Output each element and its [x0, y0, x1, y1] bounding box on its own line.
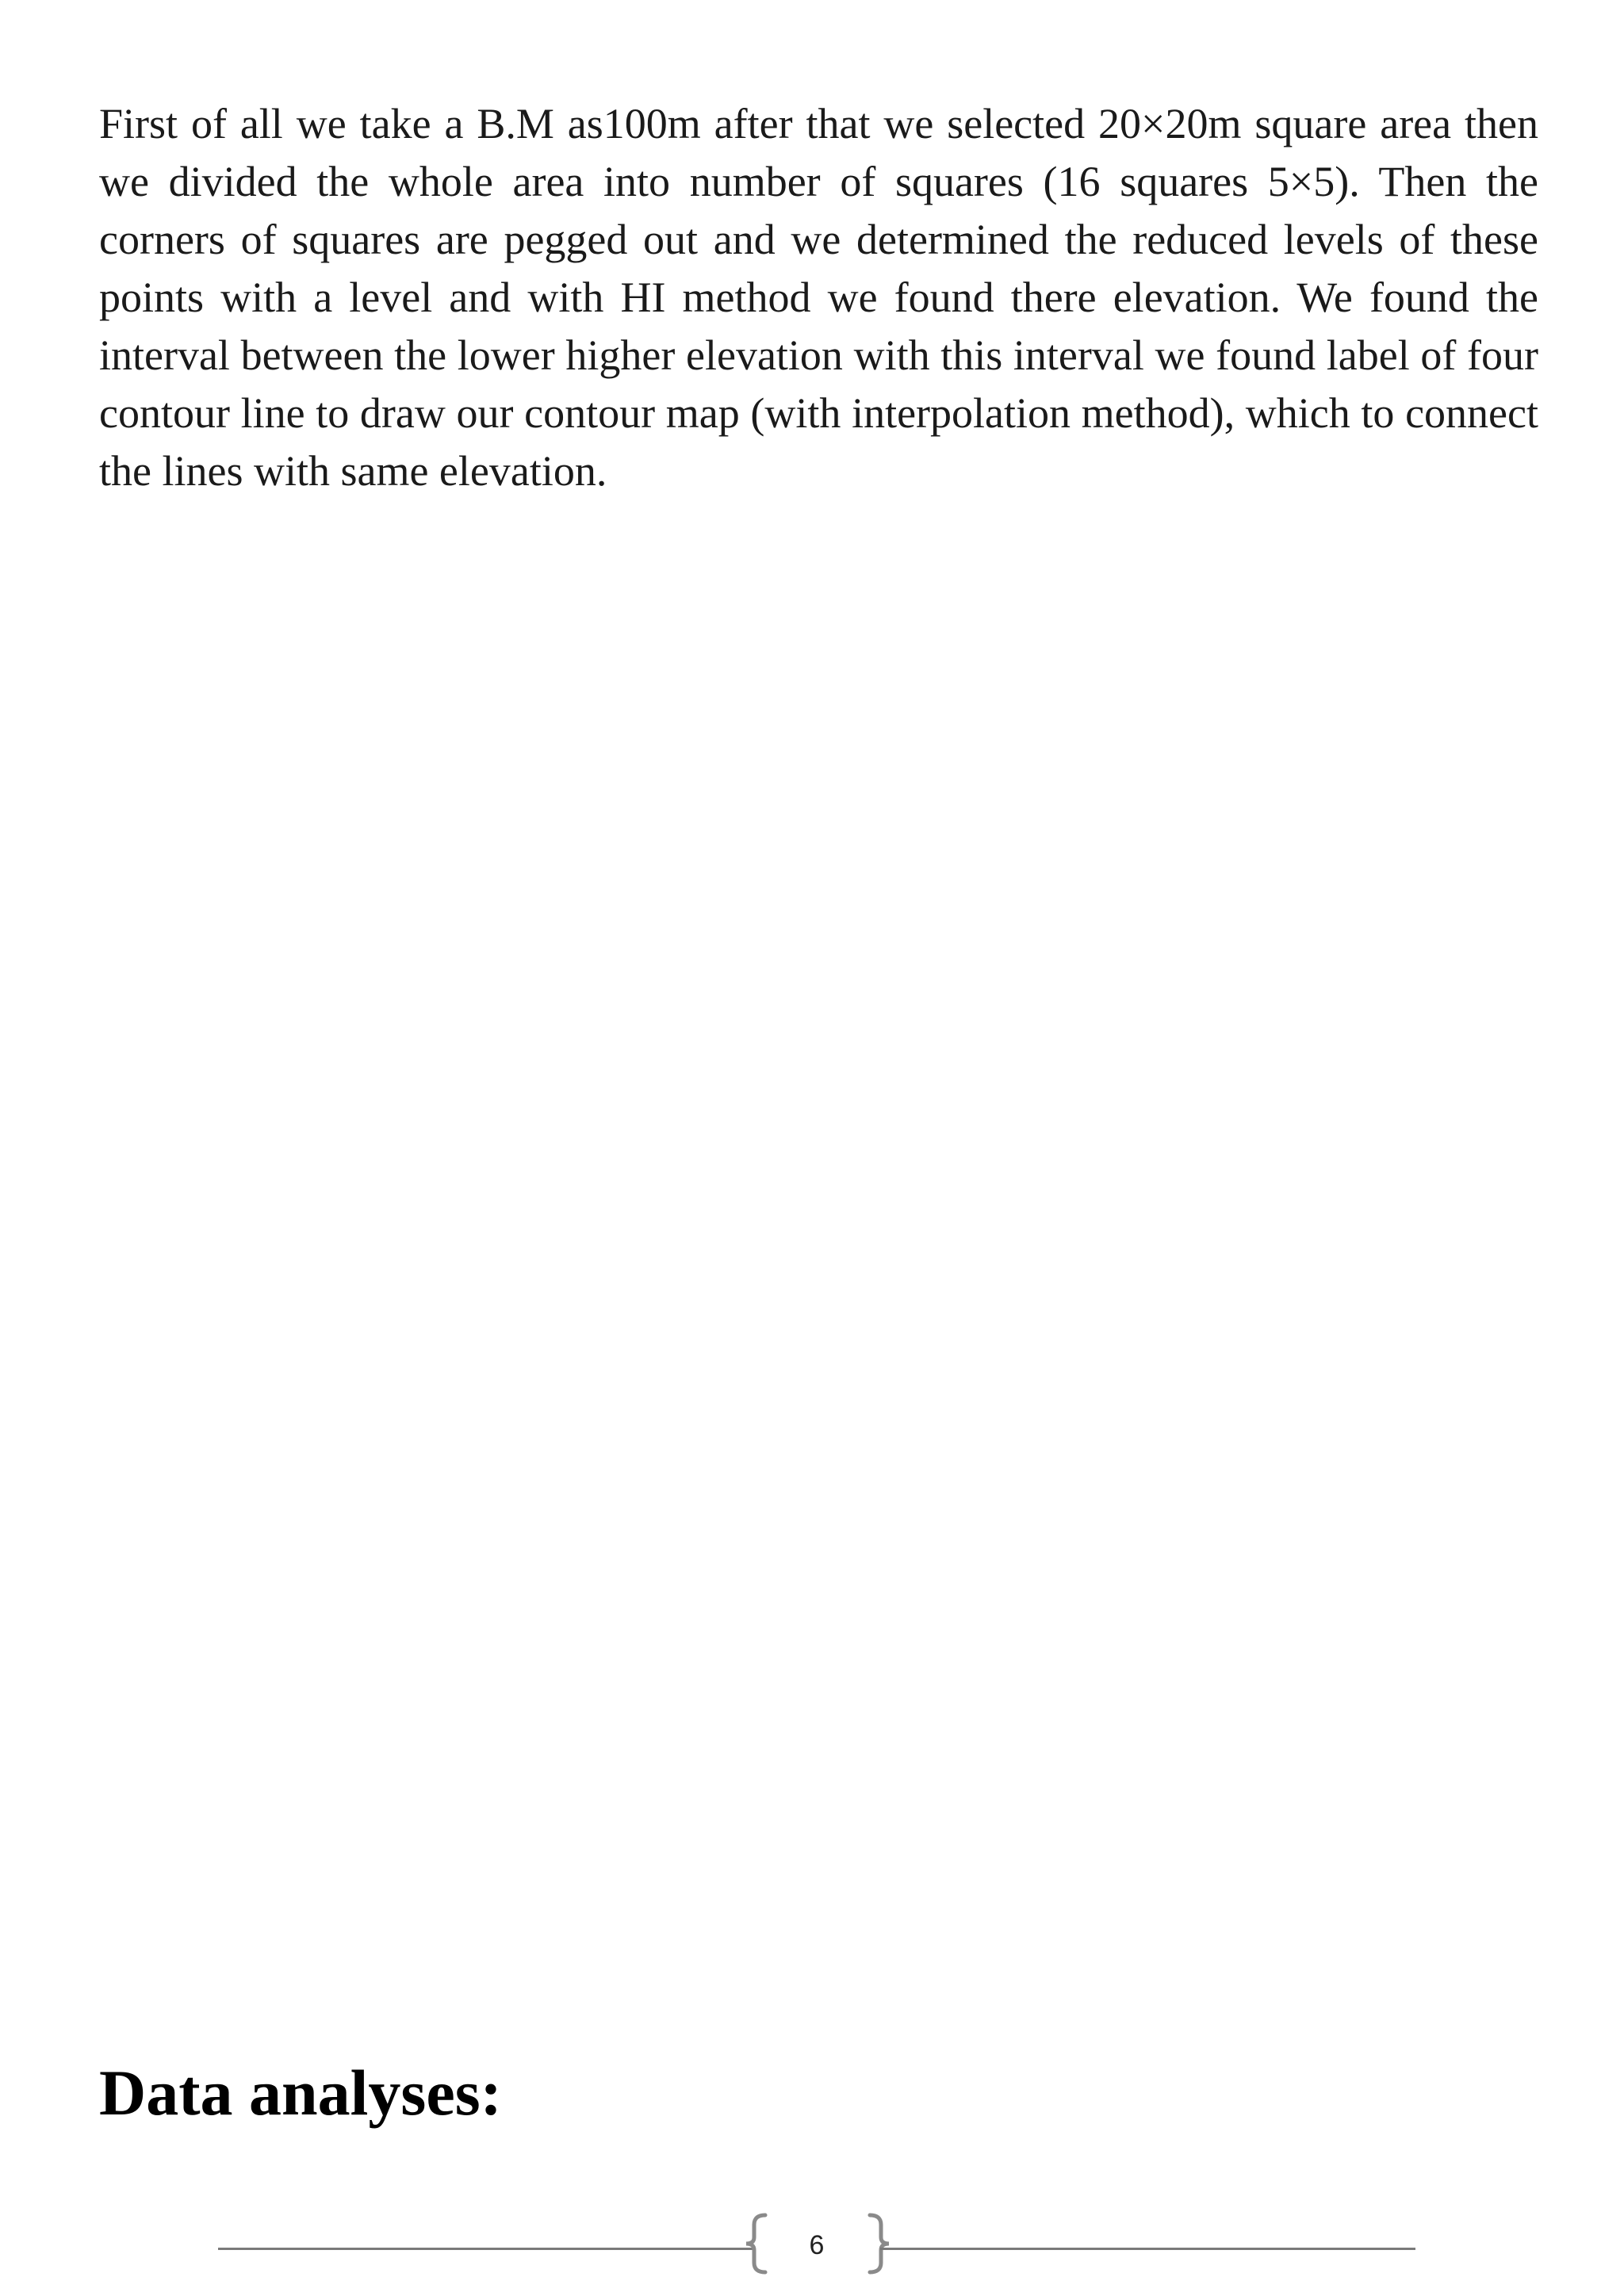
- footer-rule-right: [880, 2248, 1415, 2250]
- page-number: 6: [809, 2230, 825, 2260]
- body-paragraph: First of all we take a B.M as100m after that we selected 20×20m square area then we divided the whole area into number of squares (16 squares 5×5). Then the corners of squares are pegged out and we determined the reduced levels of these points with a level and with HI method we found there elevation. We found the interval between the lower higher elevation with this interval we found label of four contour line to draw our contour map (with interpolation method), which to connect the lines with same elevation.: [99, 100, 1538, 495]
- section-heading: Data analyses:: [99, 2057, 502, 2129]
- left-brace-icon: [741, 2212, 773, 2275]
- footer-rule-left: [218, 2248, 753, 2250]
- page-footer: [218, 2212, 1415, 2283]
- right-brace-icon: [862, 2212, 894, 2275]
